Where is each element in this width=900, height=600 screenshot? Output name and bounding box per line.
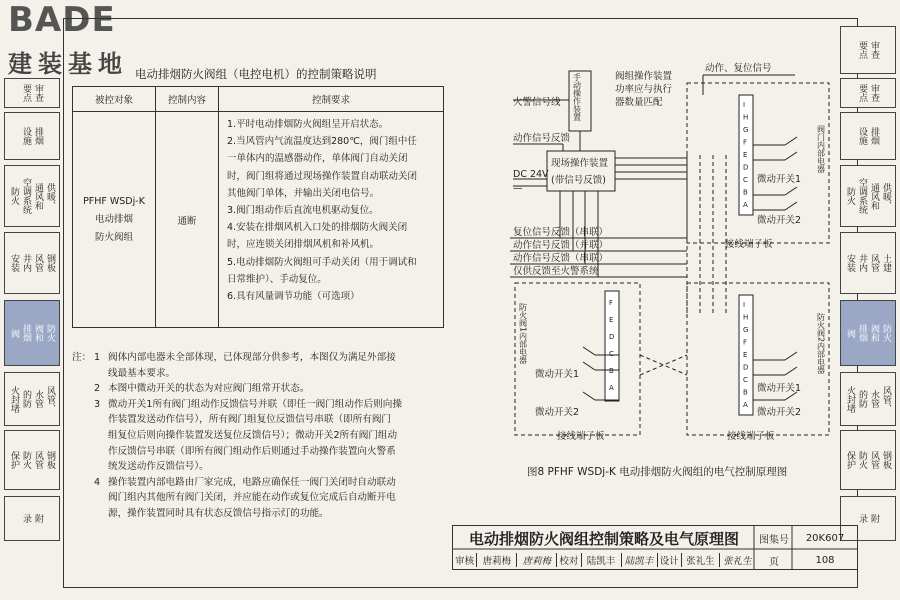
- side-tab-line: 的防: [857, 390, 867, 408]
- reviewer-signature: 唐莉梅: [517, 553, 557, 567]
- note-number: 1: [94, 352, 101, 363]
- micro-switch-2-top: 微动开关2: [757, 215, 802, 226]
- terminal-letter: E: [743, 151, 748, 159]
- note-text: 阀门组内其他所有阀门关闭，并应能在动作或复位完成后自动断开电: [108, 492, 396, 504]
- note-number: [94, 459, 108, 475]
- table-title: 电动排烟防火阀组（电控电机）的控制策略说明: [135, 67, 377, 81]
- valve2-label: 防火阀2内部电器: [816, 313, 826, 375]
- side-tab-label: [9, 178, 55, 214]
- side-tab-line: 阀和: [33, 324, 43, 342]
- side-tab[interactable]: [4, 430, 60, 490]
- control-strategy-table: [72, 86, 444, 328]
- side-tab-line: 风管: [869, 451, 879, 469]
- terminal-letter: I: [743, 101, 746, 109]
- fire-system-feedback-label: 仅供反馈至火警系统: [513, 266, 599, 277]
- note-line: [72, 475, 442, 491]
- note-number: [94, 366, 108, 382]
- side-tab[interactable]: [4, 112, 60, 160]
- review-label: 审核: [453, 553, 477, 567]
- micro-switch-1-valve2: 微动开关1: [757, 383, 802, 394]
- terminal-letter: A: [743, 201, 748, 209]
- side-tab-label: [9, 324, 55, 342]
- requirement-line: 一单体内的温感器动作，单体阀门自动关闭: [227, 153, 408, 165]
- side-tab-label: [9, 254, 55, 272]
- side-tab-label: [21, 84, 43, 102]
- side-tab-line: 火封堵: [9, 385, 19, 413]
- side-tab-line: 阀和: [869, 324, 879, 342]
- side-tab-line: 阀: [845, 328, 855, 338]
- note-text: 本图中微动开关的状态为对应阀门组常开状态。: [108, 383, 310, 395]
- note-line: [72, 506, 442, 522]
- operating-note-3: 器数量匹配: [615, 97, 663, 108]
- terminal-letter: B: [743, 188, 748, 197]
- electrical-diagram: [455, 55, 855, 460]
- terminal-letter: F: [609, 299, 614, 307]
- side-tab[interactable]: [4, 496, 60, 541]
- note-label: [72, 428, 94, 444]
- side-tab-line: 要点: [21, 84, 31, 102]
- requirement-line: 其他阀门单体，并输出关闭电信号。: [227, 187, 380, 199]
- note-text: 作装置发送动作信号），所有阀门组复位反馈信号串联（即所有阀门: [108, 414, 392, 426]
- note-label: [72, 506, 94, 522]
- signature-row: [453, 551, 755, 569]
- side-tab-line: 设施: [21, 127, 31, 145]
- terminal-letter: H: [743, 113, 749, 122]
- terminal-letter: C: [743, 376, 748, 384]
- page-label: 页: [769, 556, 779, 568]
- terminal-letter: E: [743, 351, 748, 359]
- note-line: [72, 490, 442, 506]
- object-line: PFHF WSDj-K: [83, 195, 145, 207]
- side-tab-line: 风管、: [45, 385, 55, 413]
- side-tab-line: 水管: [33, 390, 43, 408]
- side-tab-line: 防火: [21, 451, 31, 469]
- side-tab-line: 水管: [869, 390, 879, 408]
- object-line: 防火阀组: [94, 231, 133, 243]
- note-text: 源，操作装置同时具有状态反馈信号指示灯的功能。: [108, 507, 329, 519]
- side-tab-line: 钢板: [45, 451, 55, 469]
- note-text: 组复位后则向操作装置发送复位反馈信号）；微动开关2所有阀门组动: [108, 429, 398, 441]
- micro-switch-2-valve1: 微动开关2: [535, 407, 580, 418]
- note-text: 阀体内部电器未全部体现，已体现部分供参考，本图仅为满足外部接: [108, 352, 396, 363]
- notes-section: [72, 350, 442, 522]
- checker-name: 陆凯丰: [582, 553, 622, 567]
- header-controlled-object: 被控对象: [73, 87, 156, 112]
- requirement-line: 1.平时电动排烟防火阀组呈开启状态。: [227, 119, 389, 130]
- header-control-requirements: 控制要求: [219, 87, 444, 112]
- note-line: [72, 428, 442, 444]
- note-text: 操作装置内部电路由厂家完成，电路应确保任一阀门关闭时自动联动: [108, 476, 396, 488]
- note-label: [72, 412, 94, 428]
- side-tab-line: 风管: [33, 254, 43, 272]
- note-text: 作反馈信号串联（即所有阀门组动作后则通过手动操作装置向火警系: [108, 445, 396, 457]
- fire-alarm-signal-label: 火警信号线: [513, 97, 561, 108]
- terminal-letter: G: [743, 326, 749, 334]
- figure-caption: 图8 PFHF WSDj-K 电动排烟防火阀组的电气控制原理图: [527, 466, 788, 478]
- note-label: [72, 444, 94, 460]
- side-tab-line: 排烟: [33, 127, 43, 145]
- requirement-line: 5.电动排烟防火阀组可手动关闭（用于调试和: [227, 256, 417, 268]
- designer-signature: 张礼生: [723, 556, 752, 567]
- action-feedback-parallel-label: 动作信号反馈（并联）: [513, 240, 609, 251]
- terminal-letter: F: [743, 338, 748, 347]
- check-label: 校对: [557, 553, 581, 567]
- valve-inner-label: 阀门内部电器: [816, 125, 826, 173]
- cell-object: [73, 112, 156, 328]
- side-tab-line: 审查: [869, 84, 879, 102]
- reset-feedback-series-label: 复位信号反馈（串联）: [513, 227, 609, 238]
- terminal-board-valve1: 接线端子板: [557, 431, 605, 442]
- note-number: 3: [94, 398, 101, 410]
- note-label: 注：: [72, 352, 92, 363]
- action-reset-signal-label: 动作、复位信号: [705, 63, 772, 74]
- terminal-letter: A: [609, 384, 614, 392]
- note-label: [72, 475, 94, 491]
- side-tab-label: [9, 451, 55, 469]
- field-device-label-1: 现场操作装置: [551, 158, 609, 169]
- terminal-letter: B: [743, 388, 748, 397]
- side-tab-line: 防火: [845, 187, 855, 205]
- side-tab-line: 通风和: [869, 182, 879, 210]
- terminal-letter: D: [743, 363, 749, 372]
- requirement-line: 3.阀门组动作后直流电机驱动复位。: [227, 205, 379, 217]
- terminal-letter: I: [743, 301, 746, 309]
- note-number: 4: [94, 476, 101, 488]
- cell-requirements: [219, 112, 444, 328]
- requirement-line: 时，应连锁关闭排烟风机和补风机。: [227, 239, 380, 251]
- power-label: DC 24V: [513, 169, 549, 180]
- reviewer-name: 唐莉梅: [477, 553, 517, 567]
- valve1-label: 防火阀1内部电器: [518, 303, 528, 365]
- action-feedback-top-label: 动作信号反馈: [513, 133, 571, 144]
- terminal-letter: H: [743, 313, 749, 322]
- side-tab-line: 排烟: [21, 324, 31, 342]
- side-tab-line: 审查: [33, 84, 43, 102]
- side-tab-line: 安装: [845, 254, 855, 272]
- side-tab[interactable]: [4, 232, 60, 294]
- terminal-letter: C: [743, 176, 748, 184]
- note-text: 微动开关1所有阀门组动作反馈信号并联（即任一阀门组动作后则向操: [108, 398, 402, 410]
- side-tab-line: 空调系统: [857, 178, 867, 214]
- note-line: [72, 459, 442, 475]
- side-tab[interactable]: [4, 300, 60, 366]
- note-label: [72, 459, 94, 475]
- note-line: [72, 350, 442, 366]
- power-minus-label: —: [513, 183, 523, 194]
- side-tab-line: 排烟: [869, 127, 879, 145]
- side-tab-line: 保护: [845, 451, 855, 469]
- field-device-label-2: (带信号反馈): [551, 175, 606, 186]
- action-feedback-series-label: 动作信号反馈（串联）: [513, 253, 609, 264]
- terminal-letter: E: [609, 316, 614, 324]
- side-tab-line: 要点: [857, 41, 867, 59]
- side-tab-line: 防火: [9, 187, 19, 205]
- terminal-letter: A: [743, 401, 748, 409]
- side-tab-line: 通风和: [33, 182, 43, 210]
- side-tab-line: 保护: [9, 451, 19, 469]
- side-tab-line: 排烟: [857, 324, 867, 342]
- terminal-letter: F: [743, 138, 748, 147]
- side-tab-line: 供暖、: [45, 182, 55, 210]
- side-tab-label: [857, 84, 879, 102]
- note-label: [72, 490, 94, 506]
- note-line: [72, 397, 442, 413]
- design-label: 设计: [658, 553, 682, 567]
- micro-switch-1-top: 微动开关1: [757, 174, 802, 185]
- side-tab-label: [21, 127, 43, 145]
- side-tab-line: 审查: [869, 41, 879, 59]
- note-number: 2: [94, 383, 101, 395]
- micro-switch-2-valve2: 微动开关2: [757, 407, 802, 418]
- note-label: [72, 397, 94, 413]
- cell-content: 通断: [156, 112, 219, 328]
- requirement-line: 6.具有风量调节功能（可选项）: [227, 291, 360, 303]
- page-number: 108: [815, 554, 835, 566]
- checker-signature: 陆凯丰: [622, 553, 658, 567]
- side-tab-line: 井内: [21, 254, 31, 272]
- side-tab-line: 风管、: [881, 385, 891, 413]
- side-tab[interactable]: [4, 165, 60, 227]
- side-tab-line: 钢板: [881, 451, 891, 469]
- side-tab-line: 供暖、: [881, 182, 891, 210]
- requirement-line: 时，阀门组将通过现场操作装置自动联动关闭: [227, 170, 418, 182]
- requirement-line: 日常维护）、手动复位。: [227, 273, 327, 285]
- side-tab-line: 防火: [881, 324, 891, 342]
- header-control-content: 控制内容: [156, 87, 219, 112]
- note-text: 线最基本要求。: [108, 367, 176, 379]
- side-tab-label: [857, 41, 879, 59]
- atlas-label: 图集号: [759, 534, 789, 546]
- designer-name: 张礼生: [682, 553, 720, 567]
- requirement-line: 2.当风管内气流温度达到280℃，阀门组中任: [227, 136, 417, 148]
- brand-logo: BADE: [8, 0, 116, 40]
- atlas-number: 20K607: [805, 532, 845, 544]
- note-number: [94, 428, 108, 444]
- terminal-letter: G: [743, 126, 749, 134]
- side-tab-label: [9, 386, 55, 413]
- side-tab-line: 录: [21, 514, 31, 523]
- note-number: [94, 490, 108, 506]
- requirement-line: 4.安装在排烟风机入口处的排烟防火阀关闭: [227, 222, 408, 234]
- side-tab-line: 风管: [869, 254, 879, 272]
- side-tab-line: 井内: [857, 254, 867, 272]
- side-tab-line: 阀: [9, 328, 19, 338]
- side-tab-line: 火封堵: [845, 385, 855, 413]
- brand-tagline: 建装基地: [8, 50, 128, 78]
- micro-switch-1-valve1: 微动开关1: [535, 369, 580, 380]
- side-tab-line: 空调系统: [21, 178, 31, 214]
- operating-note-2: 功率应与执行: [615, 84, 673, 95]
- terminal-letter: B: [609, 367, 614, 375]
- side-tab-line: 的防: [21, 390, 31, 408]
- note-line: [72, 366, 442, 382]
- note-text: 统发送动作反馈信号）。: [108, 461, 209, 473]
- note-number: [94, 444, 108, 460]
- manual-device-label: 手动操作装置: [572, 73, 582, 121]
- side-tab-line: 钢板: [45, 254, 55, 272]
- terminal-letter: C: [609, 350, 614, 358]
- side-tab[interactable]: [4, 78, 60, 108]
- note-line: [72, 381, 442, 397]
- side-tab-line: 防火: [857, 451, 867, 469]
- side-tab-line: 附: [869, 514, 879, 523]
- note-line: [72, 444, 442, 460]
- drawing-title: 电动排烟防火阀组控制策略及电气原理图: [468, 529, 739, 548]
- note-number: [94, 412, 108, 428]
- side-tab-line: 录: [857, 514, 867, 523]
- note-line: [72, 412, 442, 428]
- side-tab-line: 附: [33, 514, 43, 523]
- note-label: [72, 381, 94, 397]
- side-tab-line: 要点: [857, 84, 867, 102]
- terminal-letter: D: [743, 163, 749, 172]
- side-tab-label: [857, 127, 879, 145]
- note-number: [94, 506, 108, 522]
- side-tab-line: 土建: [881, 254, 891, 272]
- object-line: 电动排烟: [94, 213, 133, 225]
- note-label: [72, 366, 94, 382]
- side-tab-line: 设施: [857, 127, 867, 145]
- operating-note-1: 阀组操作装置: [615, 71, 673, 82]
- terminal-board-top: 接线端子板: [725, 239, 773, 250]
- side-tab-label: [21, 514, 43, 523]
- side-tab-line: 风管: [33, 451, 43, 469]
- terminal-letter: D: [609, 333, 615, 341]
- side-tab-label: [857, 514, 879, 523]
- side-tab-line: 防火: [45, 324, 55, 342]
- side-tab[interactable]: [4, 372, 60, 426]
- side-tab-line: 安装: [9, 254, 19, 272]
- terminal-board-valve2: 接线端子板: [727, 431, 775, 442]
